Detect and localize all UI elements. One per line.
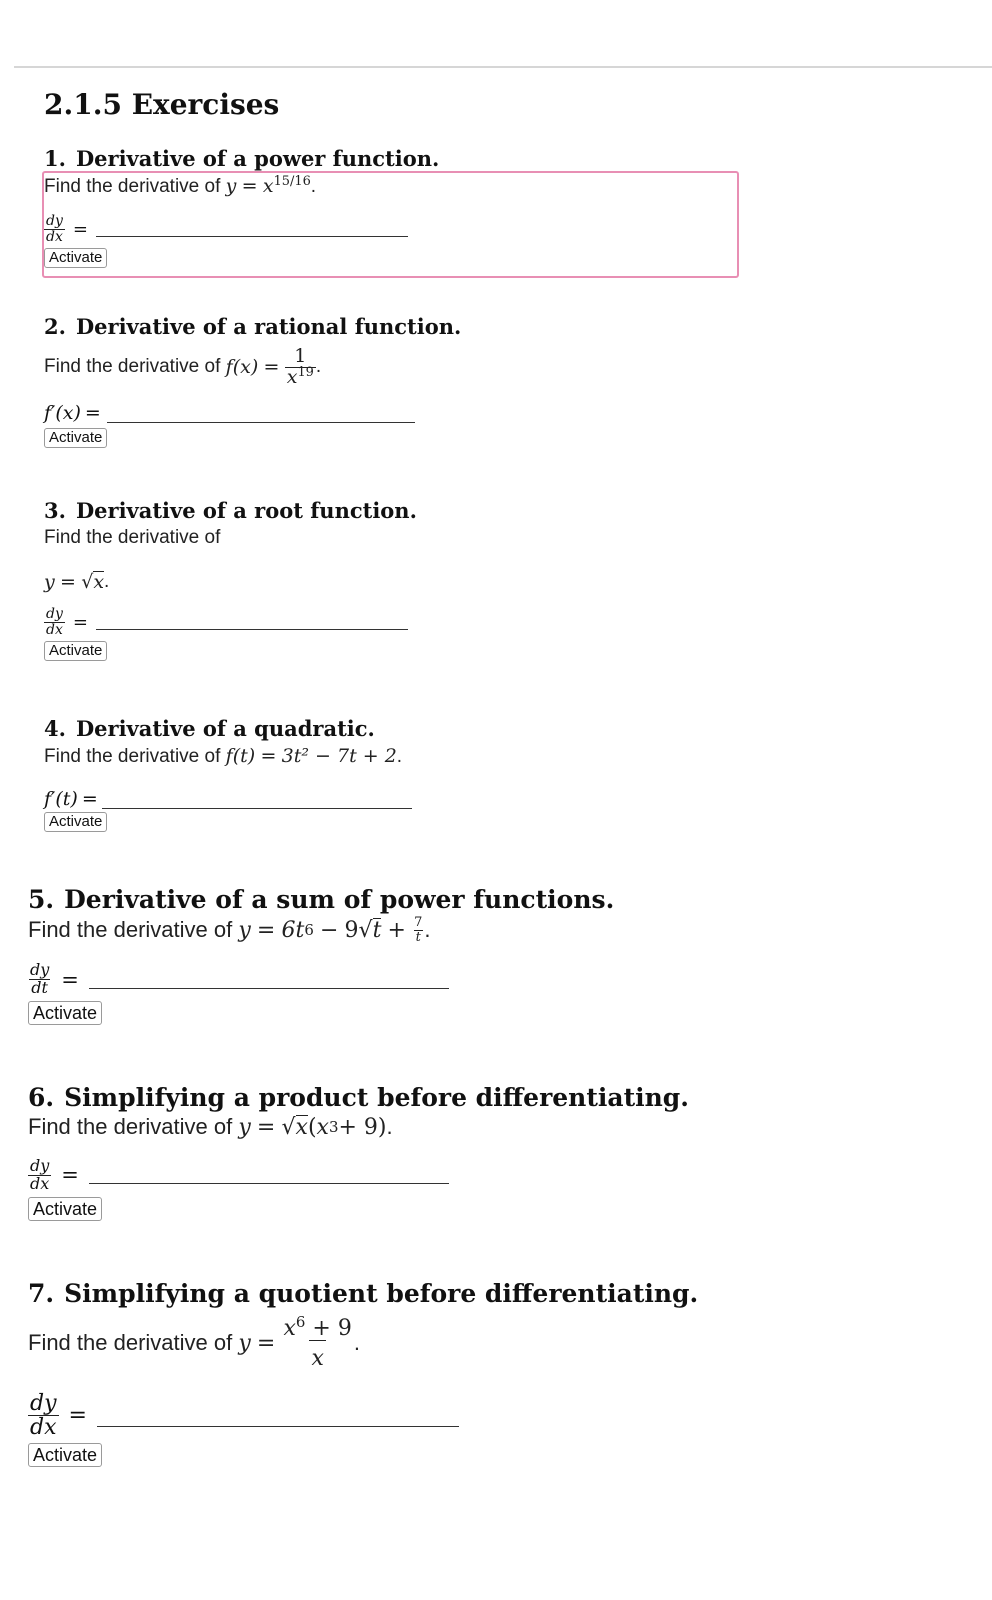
top-divider [14,66,992,68]
answer-label: $\frac{dy}{dx}$ [30,1391,57,1441]
answer-input[interactable] [107,421,415,423]
exercise-number: 1. [44,146,66,171]
exercise-prompt: Find the derivative of y = $\frac{x^6 + 9}{x}$ . [28,1312,360,1372]
activate-button[interactable]: Activate [44,641,107,661]
answer-row: $\frac{dy}{dx}$ = [44,214,439,244]
exercise-prompt: Find the derivative of y = √ x ( x 3 + 9 ) . [28,1114,393,1140]
answer-row: f′(x) = [44,402,461,424]
activate-button[interactable]: Activate [44,428,107,448]
answer-input[interactable] [97,1425,459,1427]
answer-label: $\frac{dy}{dx}$ [46,606,63,638]
exercise-prompt: Find the derivative of f(x) = $\frac{1}{x^{19}}$ . [44,345,322,388]
answer-row: $\frac{dy}{dx}$ = [28,1392,698,1439]
exercise-heading: Derivative of a power function. [75,146,440,171]
exercise-prompt: Find the derivative of f(t) = 3t² − 7t + 2. [44,745,403,767]
exercise-title: 3. Derivative of a root function. [44,498,417,523]
exercise-title: 6. Simplifying a product before differentiating. [28,1083,689,1112]
answer-label: $\frac{dy}{dx}$ [46,213,63,245]
exercise-prompt: Find the derivative of y = 6t 6 − 9 √ t + $\frac{7}{t}$ . [28,915,431,945]
activate-button[interactable]: Activate [28,1443,102,1467]
answer-label: f′(t) [44,788,78,810]
answer-input[interactable] [96,235,408,237]
answer-input[interactable] [89,987,449,989]
answer-row: $\frac{dy}{dx}$ = [28,1158,689,1193]
answer-label: f′(x) [44,401,81,424]
activate-button[interactable]: Activate [44,812,107,832]
exercise-title: 5. Derivative of a sum of power functions. [28,885,615,914]
exercise-4 [44,716,412,832]
exercise-prompt: Find the derivative of [44,527,221,548]
display-math: y = √ x . [44,571,110,593]
answer-row: $\frac{dy}{dt}$ = [28,962,614,997]
exercise-1 [44,146,439,268]
exercise-7 [28,1279,698,1467]
activate-button[interactable]: Activate [28,1001,102,1025]
answer-input[interactable] [89,1182,449,1184]
activate-button[interactable]: Activate [44,248,107,268]
exercise-2 [44,314,461,448]
exercise-title: 7. Simplifying a quotient before differentiating. [28,1279,699,1308]
answer-input[interactable] [96,628,408,630]
exercise-title: 2. Derivative of a rational function. [44,314,462,339]
answer-row: $\frac{dy}{dx}$ = [44,607,417,637]
exercise-3 [44,498,417,661]
answer-row: f′(t) = [44,788,412,810]
exercise-prompt: Find the derivative of $y = x^{15/16}$. [44,173,317,197]
answer-label: $\frac{dy}{dx}$ [30,1156,50,1193]
exercise-5 [28,885,614,1025]
exercise-title [44,146,439,171]
answer-label: $\frac{dy}{dt}$ [30,960,50,998]
answer-input[interactable] [102,807,412,809]
exercise-6 [28,1083,689,1221]
exercise-title: 4. Derivative of a quadratic. [44,716,375,741]
activate-button[interactable]: Activate [28,1197,102,1221]
section-title: 2.1.5 Exercises [44,88,280,121]
